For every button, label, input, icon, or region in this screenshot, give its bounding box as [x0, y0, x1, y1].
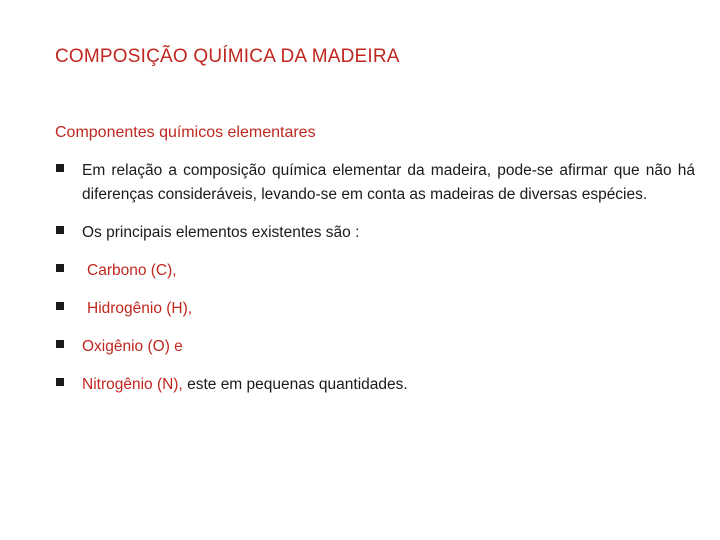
bullet-square-icon: [56, 164, 64, 172]
bullet-list: [55, 159, 695, 397]
bullet-square-icon: [56, 302, 64, 310]
bullet-square-icon: [56, 264, 64, 272]
bullet-square-icon: [56, 378, 64, 386]
bullet-item-nitrogen: [55, 373, 695, 397]
bullet-item-intro: [55, 159, 695, 207]
bullet-square-icon: [56, 226, 64, 234]
bullet-text: [82, 373, 695, 397]
bullet-item-hydrogen: [55, 297, 695, 321]
nitrogen-note: este em pequenas quantidades.: [182, 376, 408, 393]
bullet-item-carbon: [55, 259, 695, 283]
nitrogen-label: Nitrogênio (N),: [82, 376, 183, 393]
bullet-item-elements-intro: [55, 221, 695, 245]
bullet-item-oxygen: [55, 335, 695, 359]
slide-title: COMPOSIÇÃO QUÍMICA DA MADEIRA: [55, 46, 400, 67]
slide-subtitle: Componentes químicos elementares: [55, 124, 316, 141]
bullet-square-icon: [56, 340, 64, 348]
bullet-text: Em relação a composição química elementar da madeira, pode-se afirmar que não há diferenças consideráveis, levando-se em conta as madeiras de diversas espécies.: [82, 162, 695, 203]
bullet-text: Os principais elementos existentes são :: [82, 224, 360, 241]
bullet-text: Oxigênio (O) e: [82, 338, 183, 355]
bullet-text: Carbono (C),: [87, 262, 177, 279]
bullet-text: Hidrogênio (H),: [87, 300, 193, 317]
